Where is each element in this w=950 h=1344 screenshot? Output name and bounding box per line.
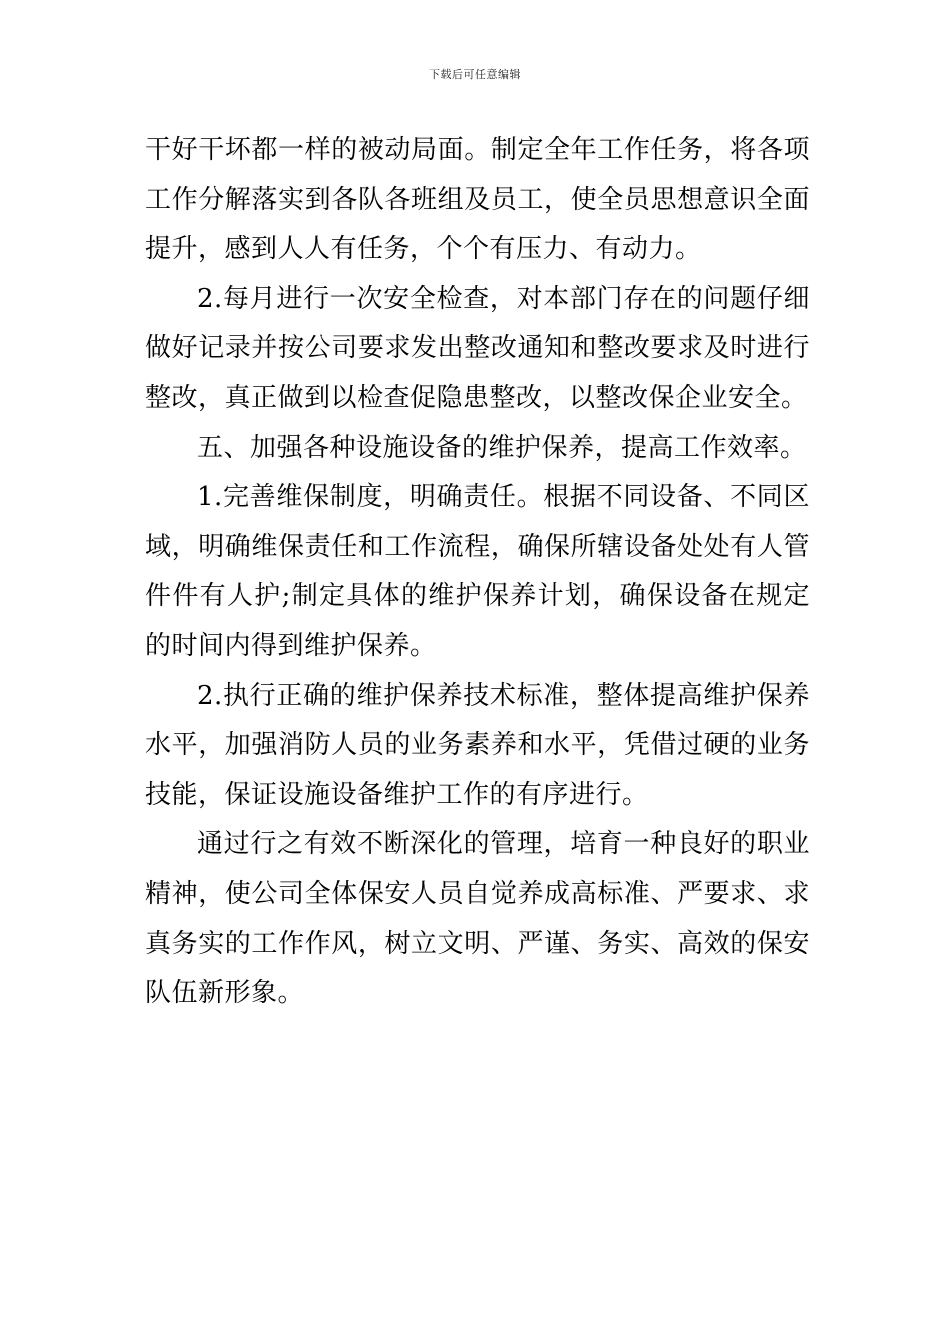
page-header: 下载后可任意编辑 — [429, 68, 521, 81]
paragraph-continuation: 干好干坏都一样的被动局面。制定全年工作任务，将各项工作分解落实到各队各班组及员工，使全员思想意识全面提升，感到人人有任务，个个有压力、有动力。 — [145, 135, 810, 265]
document-body — [145, 126, 810, 1019]
section-heading-five: 五、加强各种设施设备的维护保养，提高工作效率。 — [197, 432, 807, 463]
paragraph-maintenance-standards: 2.执行正确的维护保养技术标准，整体提高维护保养水平，加强消防人员的业务素养和水平，凭借过硬的业务技能，保证设施设备维护工作的有序进行。 — [145, 680, 810, 810]
paragraph-conclusion: 通过行之有效不断深化的管理，培育一种良好的职业精神，使公司全体保安人员自觉养成高标准、严要求、求真务实的工作作风，树立文明、严谨、务实、高效的保安队伍新形象。 — [145, 829, 810, 1009]
paragraph-monthly-inspection: 2.每月进行一次安全检查，对本部门存在的问题仔细做好记录并按公司要求发出整改通知和整改要求及时进行整改，真正做到以检查促隐患整改，以整改保企业安全。 — [145, 283, 810, 413]
paragraph-maintenance-system: 1.完善维保制度，明确责任。根据不同设备、不同区域，明确维保责任和工作流程，确保所辖设备处处有人管件件有人护;制定具体的维护保养计划，确保设备在规定的时间内得到维护保养。 — [145, 482, 810, 661]
